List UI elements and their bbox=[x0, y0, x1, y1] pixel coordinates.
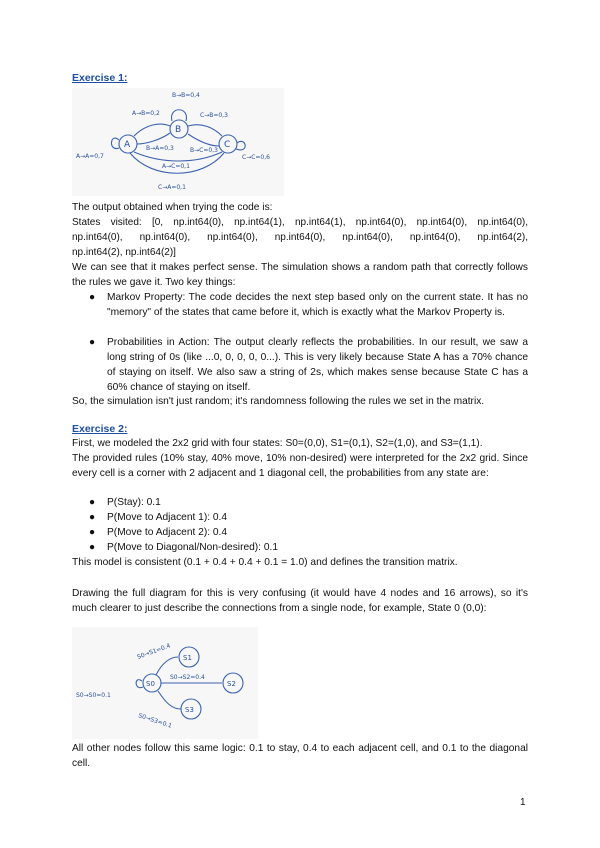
list-item bbox=[91, 496, 528, 511]
bullet-dot: ● bbox=[89, 542, 96, 553]
label-ab: A→B=0,2 bbox=[132, 110, 160, 117]
list-item bbox=[91, 291, 528, 321]
states-line-3: np.int64(2), np.int64(2)] bbox=[72, 247, 176, 258]
bullet-dot: ● bbox=[89, 497, 96, 508]
label-cb: C→B=0,3 bbox=[200, 112, 228, 119]
bullet-dot: ● bbox=[89, 512, 96, 523]
page-number: 1 bbox=[520, 797, 526, 808]
exercise1-paragraph: We can see that it makes perfect sense. The simulation shows a random path that correctly follows the rules we gave it. Two key things: bbox=[72, 262, 528, 288]
bullet-dot: ● bbox=[89, 527, 96, 538]
label-s0s3: S0→S3=0.1 bbox=[137, 712, 173, 730]
label-s0s0: S0→S0=0.1 bbox=[76, 692, 111, 699]
bullet-text: P(Move to Diagonal/Non-desired): 0.1 bbox=[107, 542, 279, 553]
list-item bbox=[91, 336, 528, 396]
label-ac: A→C=0,1 bbox=[162, 163, 190, 170]
markov-diagram-abc bbox=[72, 88, 284, 196]
output-intro: The output obtained when trying the code is: bbox=[72, 202, 273, 213]
label-s0s1: S0→S1=0.4 bbox=[136, 642, 172, 661]
bullet-text: P(Stay): 0.1 bbox=[107, 497, 161, 508]
exercise2-rules: The provided rules (10% stay, 40% move, 10% non-desired) were interpreted for the 2x2 grid. Since every cell is a corner with 2 adjacent and 1 diagonal cell, the probabilities from any state are: bbox=[72, 453, 528, 479]
list-item bbox=[91, 541, 528, 556]
list-item bbox=[91, 526, 528, 541]
markov-diagram-s0 bbox=[72, 627, 258, 739]
bullet-text: P(Move to Adjacent 1): 0.4 bbox=[107, 512, 228, 523]
node-s1-label: S1 bbox=[183, 654, 192, 662]
consistency-note: This model is consistent (0.1 + 0.4 + 0.4 + 0.1 = 1.0) and defines the transition matrix. bbox=[72, 557, 458, 568]
node-s2-label: S2 bbox=[227, 680, 236, 688]
bullet-dot: ● bbox=[89, 337, 96, 348]
states-line-1: States visited: [0, np.int64(0), np.int64(1), np.int64(1), np.int64(0), np.int64(0), np.int64(0), bbox=[72, 217, 528, 228]
label-bc: B→C=0,3 bbox=[190, 147, 218, 154]
bullet-text: Probabilities in Action: The output clearly reflects the probabilities. In our result, we saw a long string of 0s (like ...0, 0, 0, 0, 0...). This is very likely because State A has a 70% chance of staying on itself. We also saw a string of 2s, which makes sense because State C has a 60% chance of staying on itself. bbox=[107, 337, 528, 393]
node-a-label: A bbox=[124, 140, 131, 150]
node-s3-label: S3 bbox=[185, 706, 194, 714]
label-bb: B→B=0,4 bbox=[172, 92, 200, 99]
diagram-explanation: Drawing the full diagram for this is very confusing (it would have 4 nodes and 16 arrows), so it's much clearer to just describe the connections from a single node, for example, State 0 (0,0): bbox=[72, 588, 528, 614]
closing-paragraph: All other nodes follow this same logic: 0.1 to stay, 0.4 to each adjacent cell, and 0.1 to the diagonal cell. bbox=[72, 743, 528, 769]
exercise2-heading: Exercise 2: bbox=[72, 423, 128, 435]
exercise1-heading: Exercise 1: bbox=[72, 72, 128, 84]
bullet-dot: ● bbox=[89, 292, 96, 303]
exercise1-conclusion: So, the simulation isn't just random; it's randomness following the rules we set in the matrix. bbox=[72, 396, 485, 407]
node-c-label: C bbox=[224, 140, 231, 150]
label-aa: A→A=0,7 bbox=[76, 153, 104, 160]
node-s0-label: S0 bbox=[146, 680, 155, 688]
bullet-text: P(Move to Adjacent 2): 0.4 bbox=[107, 527, 228, 538]
label-cc: C→C=0,6 bbox=[242, 154, 270, 161]
node-b-label: B bbox=[175, 125, 182, 135]
states-line-2: np.int64(0), np.int64(0), np.int64(0), np.int64(0), np.int64(0), np.int64(0), np.int64(2), bbox=[72, 232, 528, 243]
label-ca: C→A=0,1 bbox=[158, 184, 186, 191]
exercise2-intro: First, we modeled the 2x2 grid with four states: S0=(0,0), S1=(0,1), S2=(1,0), and S3=(1,1). bbox=[72, 438, 483, 449]
label-s0s2: S0→S2=0.4 bbox=[170, 674, 205, 681]
list-item bbox=[91, 511, 528, 526]
bullet-text: Markov Property: The code decides the next step based only on the current state. It has no "memory" of the states that came before it, which is exactly what the Markov Property is. bbox=[107, 292, 528, 318]
label-ba: B→A=0,3 bbox=[146, 145, 174, 152]
